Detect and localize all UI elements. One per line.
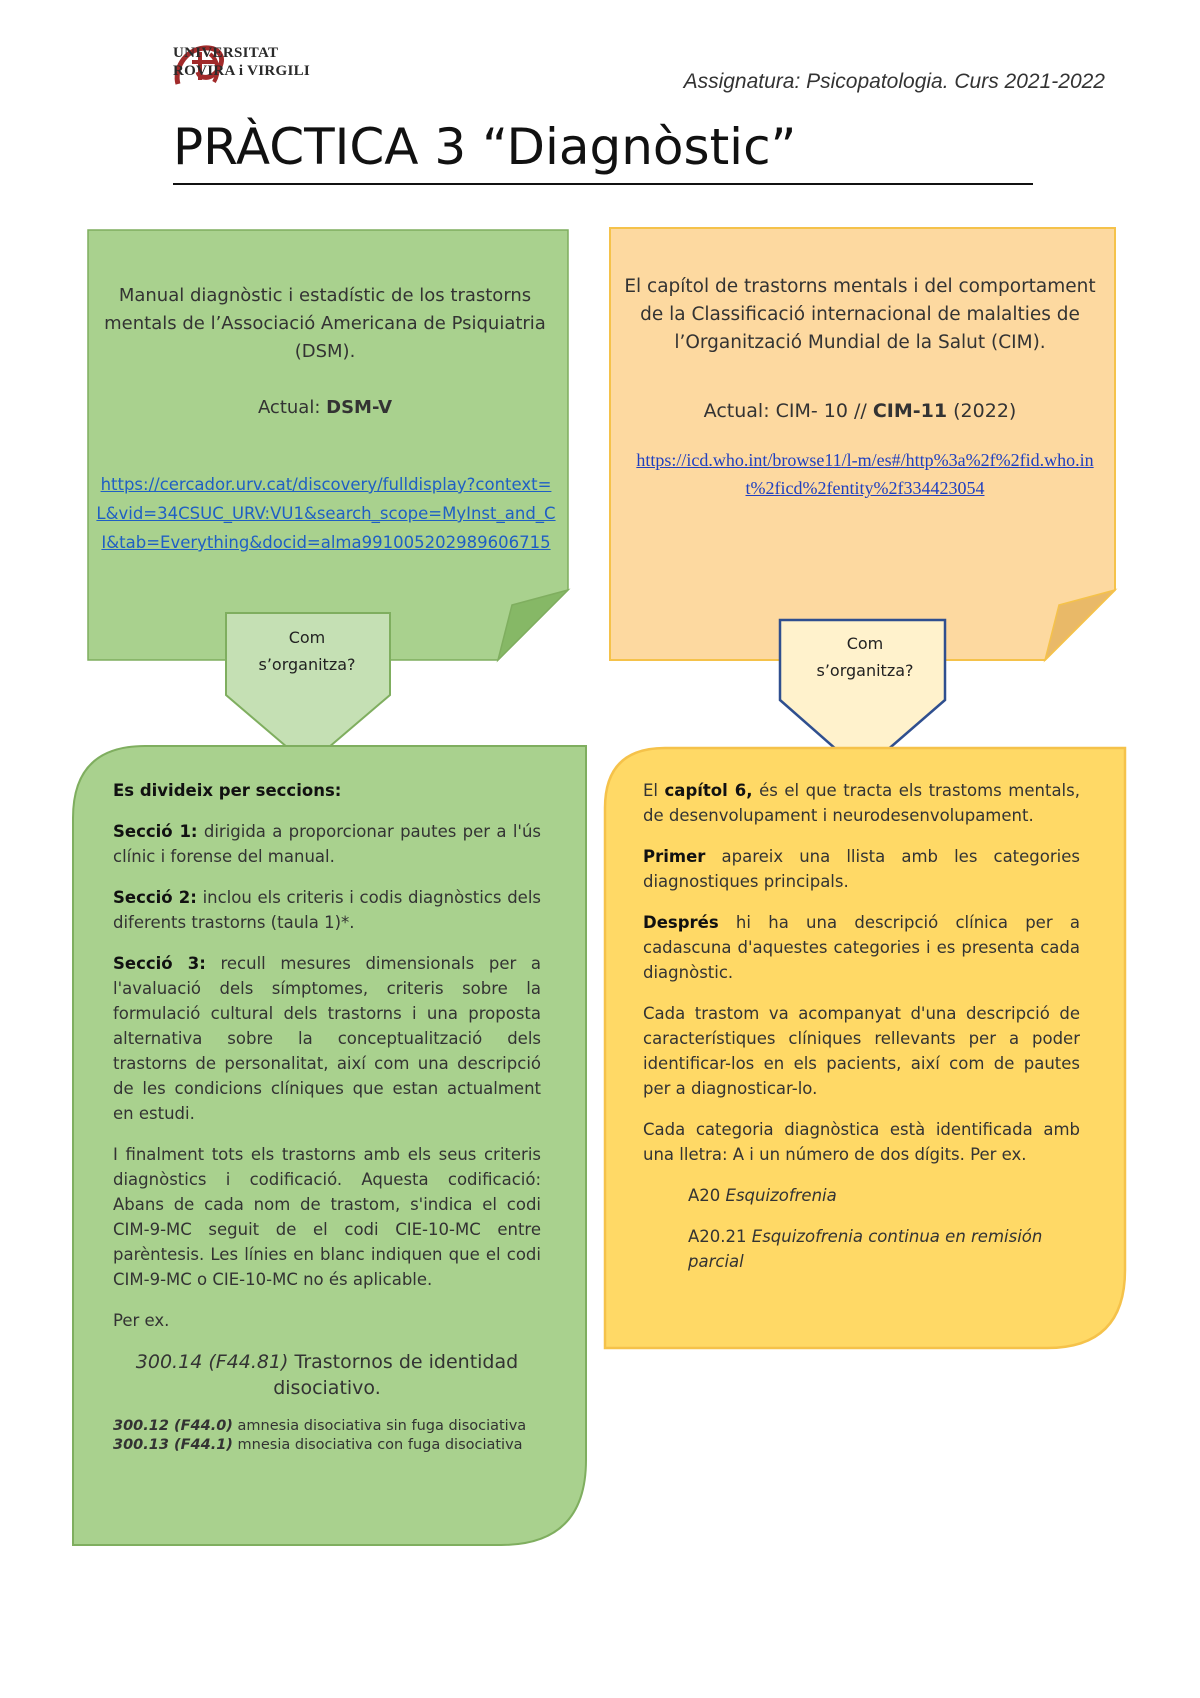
dsm-final: I finalment tots els trastorns amb els seus criteris diagnòstics i codificació. Aquesta codificació: Abans de cada nom de trastom, s'indica el codi CIM-9-MC seguit de el codi CIE-10-MC entre parèntesis. Les línies en blanc indiquen que el codi CIM-9-MC o CIE-10-MC no és aplicable. <box>113 1145 541 1289</box>
cim-question: Com s’organitza? <box>816 634 914 680</box>
dsm-description: Manual diagnòstic i estadístic de los trastorns mentals de l’Associació Americana de Psiquiatria (DSM). Actual: DSM-V <box>104 285 546 418</box>
cim-p4: Cada trastom va acompanyat d'una descripció de característiques clíniques rellevants per a poder identificar-los en els pacients, així com de pautes per a diagnosticar-lo. <box>643 1004 1080 1098</box>
dsm-section-2: Secció 2: inclou els criteris i codis diagnòstics dels diferents trastorns (taula 1)*. <box>113 888 541 932</box>
cim-p1: El capítol 6, és el que tracta els trastoms mentals, de desenvolupament i neurodesenvolupament. <box>643 781 1080 825</box>
dsm-link[interactable]: https://cercador.urv.cat/discovery/fulldisplay?context=L&vid=34CSUC_URV:VU1&search_scope=MyInst_and_CI&tab=Everything&docid=alma991005202989606715 <box>96 475 556 552</box>
dsm-per-ex: Per ex. <box>113 1311 170 1330</box>
cim-p5: Cada categoria diagnòstica està identificada amb una lletra: A i un número de dos dígits. Per ex. <box>643 1120 1080 1164</box>
dsm-example-3: 300.13 (F44.1) mnesia disociativa con fuga disociativa <box>113 1437 523 1453</box>
cim-example-1: A20 Esquizofrenia <box>688 1186 837 1205</box>
dsm-example-1: 300.14 (F44.81) Trastornos de identidad disociativo. <box>135 1351 519 1399</box>
dsm-question: Com s’organitza? <box>258 628 356 674</box>
cim-p2: Primer apareix una llista amb les categories diagnostiques principals. <box>643 847 1080 891</box>
dsm-section-3: Secció 3: recull mesures dimensionals per a l'avaluació dels símptomes, criteris sobre la formulació cultural dels trastorns i una proposta alternativa sobre la conceptualització dels trastorns de personalitat, així com una descripció de les condicions clíniques que estan actualment en estudi. <box>113 954 541 1123</box>
cim-actual: Actual: CIM- 10 // CIM-11 (2022) <box>703 400 1017 422</box>
cim-description: El capítol de trastorns mentals i del comportament de la Classificació internacional de malalties de l’Organització Mundial de la Salut (CIM). <box>624 276 1096 353</box>
cim-body-text <box>643 778 1080 1313</box>
cim-link[interactable]: https://icd.who.int/browse11/l-m/es#/http%3a%2f%2fid.who.int%2ficd%2fentity%2f334423054 <box>636 450 1094 498</box>
cim-example-2: A20.21 Esquizofrenia continua en remisión parcial <box>688 1227 1043 1271</box>
dsm-body-text <box>113 778 541 1503</box>
dsm-heading: Es divideix per seccions: <box>113 781 342 800</box>
dsm-example-2: 300.12 (F44.0) amnesia disociativa sin fuga disociativa <box>113 1418 527 1434</box>
subject-line: Assignatura: Psicopatologia. Curs 2021-2022 <box>683 70 1105 93</box>
university-name: UNIVERSITAT ROVIRA i VIRGILI <box>173 45 311 79</box>
cim-p3: Després hi ha una descripció clínica per a cadascuna d'aquestes categories i es presenta cada diagnòstic. <box>643 913 1080 982</box>
dsm-section-1: Secció 1: dirigida a proporcionar pautes per a l'ús clínic i forense del manual. <box>113 822 541 866</box>
page-title: PRÀCTICA 3 “Diagnòstic” <box>173 118 797 176</box>
